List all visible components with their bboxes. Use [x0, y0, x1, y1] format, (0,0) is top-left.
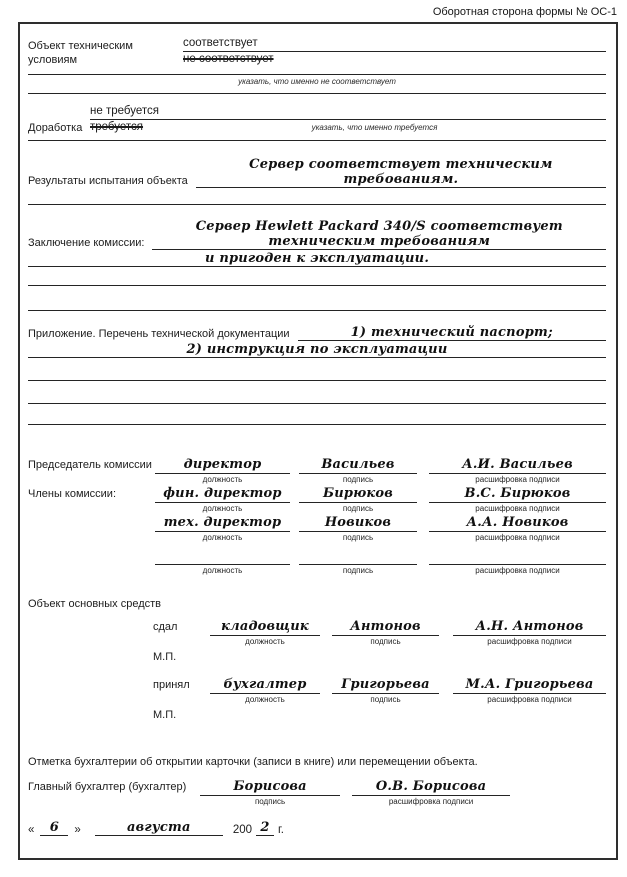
test-results-section: [28, 157, 606, 188]
dorabotka-hint: указать, что именно требуется: [311, 123, 438, 132]
signature-cell-transcript: [429, 548, 606, 575]
ruled-line: [28, 424, 606, 425]
position-sublabel: должность: [202, 533, 243, 542]
conclusion-line1: Сервер Hewlett Packard 340/S соответствует техническим требованиям: [152, 219, 606, 250]
tech-conditions-hint: указать, что именно не соответствует: [238, 77, 396, 86]
signature-cell-position: [155, 486, 290, 513]
accounting-note: Отметка бухгалтерии об открытии карточки (записи в книге) или перемещении объекта.: [28, 756, 478, 768]
signature-sublabel: подпись: [342, 504, 374, 513]
signature-cell-signature: [299, 515, 417, 542]
signature-cell-position: [155, 548, 290, 575]
signature-cell-signature: [332, 619, 439, 646]
date-year-digit: 2: [256, 820, 274, 836]
dorabotka-option-required: требуется: [90, 121, 144, 133]
position-sublabel: должность: [202, 475, 243, 484]
transcript-value: А.Н. Антонов: [453, 619, 606, 636]
tech-conditions-option-not-complies: не соответствует: [183, 53, 274, 65]
signature-sublabel: подпись: [342, 533, 374, 542]
tech-conditions-section: [28, 36, 606, 67]
date-month: августа: [95, 820, 223, 836]
form-side-header: Оборотная сторона формы № ОС-1: [432, 6, 617, 18]
form-box: [18, 22, 618, 860]
signature-cell-signature: [200, 779, 340, 806]
attachment-line1: 1) технический паспорт;: [298, 325, 606, 341]
chief-accountant-row: [28, 779, 606, 806]
transcript-sublabel: расшифровка подписи: [475, 475, 560, 484]
dorabotka-section: [28, 104, 606, 135]
test-results-value: Сервер соответствует техническим требованиям.: [196, 157, 606, 188]
signature-sublabel: подпись: [370, 637, 401, 646]
handed-label: сдал: [153, 621, 178, 633]
signature-cell-signature: [299, 486, 417, 513]
date-row: [28, 820, 606, 836]
position-value: [155, 548, 290, 565]
ruled-line: [28, 285, 606, 286]
conclusion-label: Заключение комиссии:: [28, 237, 145, 249]
signature-sublabel: подпись: [342, 475, 374, 484]
tech-conditions-option-complies: соответствует: [183, 36, 606, 52]
ruled-line: [28, 140, 606, 141]
signature-cell-transcript: [453, 677, 606, 704]
signature-cell-transcript: [429, 486, 606, 513]
signature-sublabel: подпись: [342, 566, 374, 575]
chief-accountant-label: Главный бухгалтер (бухгалтер): [28, 781, 187, 793]
conclusion-section: [28, 219, 606, 250]
asset-handed-row: [28, 619, 606, 646]
commission-member-row: [28, 515, 606, 542]
position-sublabel: должность: [245, 637, 285, 646]
dorabotka-second-row: [90, 120, 606, 135]
position-sublabel: должность: [245, 695, 285, 704]
ruled-line: [28, 310, 606, 311]
signature-cell-transcript: [453, 619, 606, 646]
signature-cell-position: [155, 515, 290, 542]
transcript-sublabel: расшифровка подписи: [475, 533, 560, 542]
signature-cell-position: [210, 677, 320, 704]
signature-cell-transcript: [352, 779, 510, 806]
tech-conditions-label: Объект техническим условиям: [28, 40, 133, 66]
date-day: 6: [40, 820, 68, 836]
ruled-line: [28, 403, 606, 404]
transcript-value: [429, 548, 606, 565]
attachment-section: [28, 325, 606, 341]
signature-cell-position: [210, 619, 320, 646]
conclusion-line2: и пригоден к эксплуатации.: [28, 251, 606, 267]
commission-member-row-empty: [28, 548, 606, 575]
transcript-sublabel: расшифровка подписи: [388, 797, 474, 806]
signature-cell-signature: [299, 457, 417, 484]
transcript-value: А.И. Васильев: [429, 457, 606, 474]
stamp-placeholder: М.П.: [153, 709, 177, 721]
signature-value: [299, 548, 417, 565]
transcript-value: В.С. Бирюков: [429, 486, 606, 503]
ruled-line: [28, 204, 606, 205]
ruled-line: [28, 74, 606, 75]
tech-conditions-options: [183, 36, 606, 67]
signature-value: Васильев: [299, 457, 417, 474]
signature-sublabel: подпись: [254, 797, 286, 806]
signature-value: Антонов: [332, 619, 439, 636]
transcript-sublabel: расшифровка подписи: [475, 566, 560, 575]
signature-value: Борисова: [200, 779, 340, 796]
ruled-line: [28, 93, 606, 94]
asset-accepted-row: [28, 677, 606, 704]
dorabotka-options: [90, 104, 606, 135]
position-sublabel: должность: [202, 504, 243, 513]
commission-member-row: [28, 486, 606, 513]
signature-value: Бирюков: [299, 486, 417, 503]
ruled-line: [28, 380, 606, 381]
signature-cell-transcript: [429, 457, 606, 484]
accepted-label: принял: [153, 679, 190, 691]
signature-value: Новиков: [299, 515, 417, 532]
signature-cell-position: [155, 457, 290, 484]
commission-chairman-row: [28, 457, 606, 484]
transcript-sublabel: расшифровка подписи: [475, 504, 560, 513]
asset-transfer-label: Объект основных средств: [28, 598, 161, 610]
close-quote: »: [74, 824, 81, 836]
transcript-sublabel: расшифровка подписи: [487, 637, 572, 646]
open-quote: «: [28, 824, 35, 836]
signature-cell-transcript: [429, 515, 606, 542]
test-results-label: Результаты испытания объекта: [28, 175, 188, 187]
stamp-placeholder: М.П.: [153, 651, 177, 663]
transcript-value: А.А. Новиков: [429, 515, 606, 532]
signature-sublabel: подпись: [370, 695, 401, 704]
position-value: бухгалтер: [210, 677, 320, 694]
position-value: директор: [155, 457, 290, 474]
position-sublabel: должность: [202, 566, 243, 575]
signature-cell-signature: [299, 548, 417, 575]
date-year-suffix: г.: [278, 824, 284, 836]
dorabotka-label: Доработка: [28, 122, 83, 134]
position-value: кладовщик: [210, 619, 320, 636]
signature-cell-signature: [332, 677, 439, 704]
commission-chairman-label: Председатель комиссии: [28, 459, 152, 471]
transcript-sublabel: расшифровка подписи: [487, 695, 572, 704]
attachment-label: Приложение. Перечень технической документации: [28, 328, 290, 340]
position-value: тех. директор: [155, 515, 290, 532]
commission-members-label: Члены комиссии:: [28, 488, 117, 500]
signature-value: Григорьева: [332, 677, 439, 694]
position-value: фин. директор: [155, 486, 290, 503]
date-century: 200: [232, 824, 252, 836]
transcript-value: О.В. Борисова: [352, 779, 510, 796]
attachment-line2: 2) инструкция по эксплуатации: [28, 342, 606, 358]
transcript-value: М.А. Григорьева: [453, 677, 606, 694]
dorabotka-option-not-required: не требуется: [90, 104, 606, 120]
